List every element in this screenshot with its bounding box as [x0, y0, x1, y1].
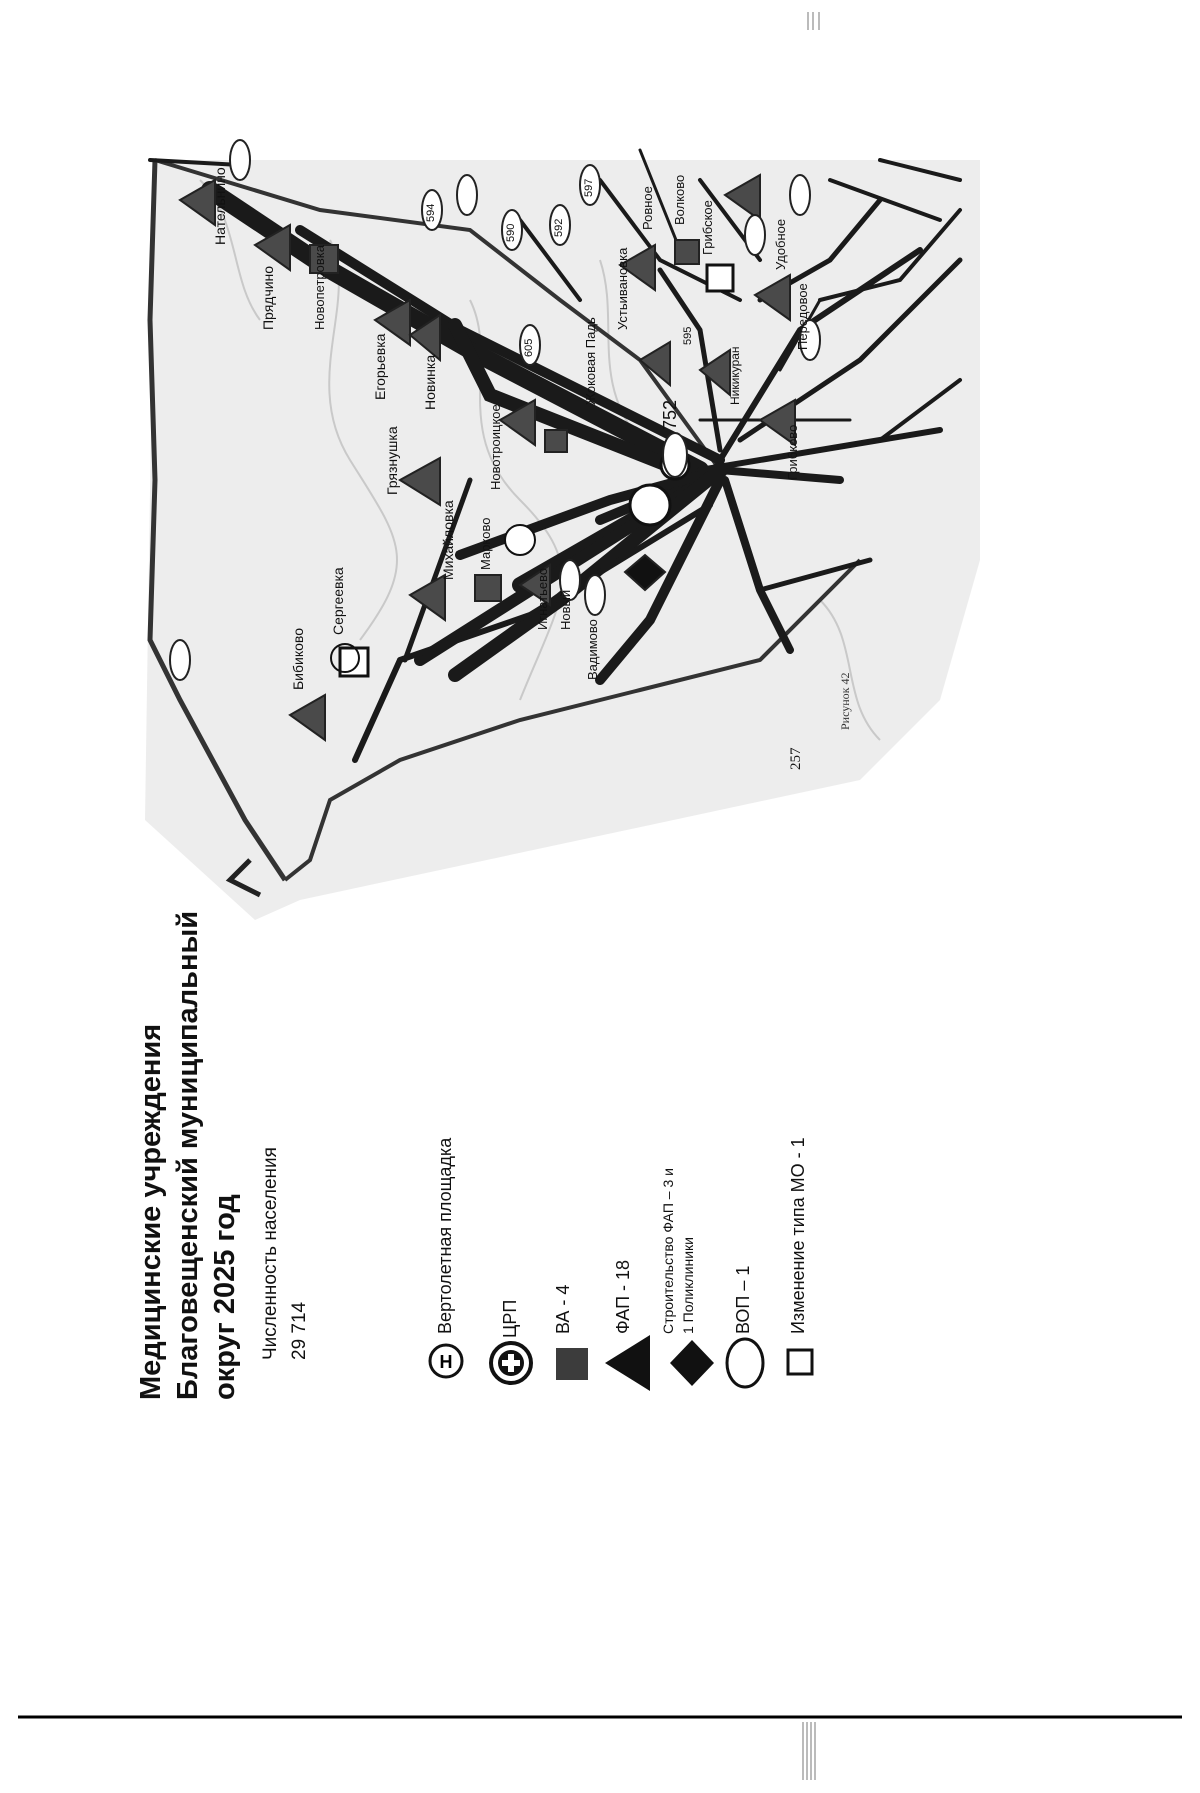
- diamond-icon: [670, 1340, 714, 1386]
- settlement-label: Бибиково: [290, 628, 306, 690]
- settlement-label: Вадимово: [585, 619, 600, 680]
- settlement-label: Волково: [672, 174, 687, 225]
- settlement-label: Удобное: [773, 218, 788, 270]
- settlement-label: Никикуран: [728, 346, 742, 405]
- settlement-label: Сергеевка: [330, 567, 346, 635]
- legend-label-fap: ФАП - 18: [613, 1259, 633, 1334]
- settlement-label: Новинка: [422, 354, 438, 410]
- road-number-label: 597: [583, 178, 595, 197]
- legend-label-construction-line-2: 1 Поликлиники: [680, 1237, 696, 1334]
- settlement-label: Игнатьево: [535, 567, 550, 630]
- legend-label-helipad: Вертолетная площадка: [435, 1137, 455, 1334]
- road-number-label: 590: [505, 223, 517, 242]
- road-number-label: 752: [660, 399, 680, 430]
- legend-label-type-change: Изменение типа МО - 1: [788, 1137, 808, 1334]
- settlement-label: Жоковая Падь: [583, 317, 598, 405]
- square-outline-icon: [788, 1350, 812, 1374]
- road-number-label: 594: [425, 203, 437, 222]
- legend-label-ba: ВА - 4: [553, 1284, 573, 1334]
- page-number: 257: [788, 747, 804, 770]
- settlement-label: Новотроицкое: [488, 404, 503, 490]
- road-number-label: 595: [682, 326, 694, 345]
- square-filled-icon: [556, 1348, 588, 1380]
- settlement-label: Грязнушка: [384, 426, 400, 495]
- settlement-label: Марково: [478, 517, 493, 570]
- settlement-label: Новый: [558, 589, 573, 630]
- legend-label-construction-line-1: Строительство ФАП – 3 и: [660, 1168, 676, 1334]
- page-title-line-2: Благовещенский муниципальный: [172, 910, 204, 1400]
- triangle-icon: [605, 1335, 650, 1391]
- settlement-label: Егорьевка: [372, 333, 388, 400]
- settlement-label: Устьивановка: [615, 247, 630, 330]
- road-number-label: 592: [553, 218, 565, 237]
- settlement-label: Нательнино: [212, 167, 228, 245]
- svg-text:H: H: [439, 1352, 453, 1372]
- settlement-label: Грибское: [700, 200, 715, 255]
- settlement-label: Передовое: [795, 283, 810, 350]
- settlement-label: Прядчино: [260, 265, 276, 330]
- settlement-label: Михайловка: [440, 500, 456, 580]
- circle-icon: [727, 1339, 763, 1387]
- legend-label-crp: ЦРП: [500, 1299, 520, 1338]
- figure-caption: Рисунок 42: [838, 672, 852, 730]
- legend-label-vop: ВОП – 1: [733, 1265, 753, 1334]
- page-title-line-1: Медицинские учреждения: [135, 1023, 167, 1400]
- population-value: 29 714: [289, 1301, 310, 1360]
- population-label: Численность населения: [260, 1147, 281, 1360]
- central-hospital-icon: [491, 1343, 531, 1383]
- settlement-label: Ровное: [640, 186, 655, 230]
- settlement-label: Новопетровка: [312, 245, 327, 330]
- road-number-label: 605: [523, 338, 535, 357]
- helipad-icon: [430, 1345, 462, 1377]
- page-title-line-3: округ 2025 год: [209, 1194, 241, 1400]
- settlement-label: Грибково: [785, 424, 800, 480]
